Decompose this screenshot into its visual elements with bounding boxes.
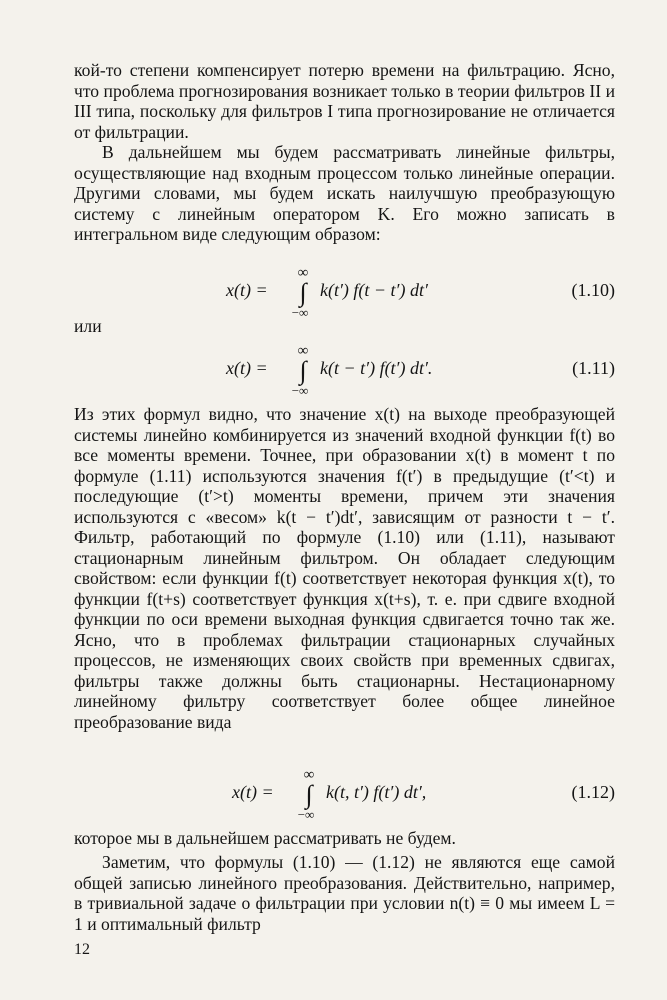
paragraph-1: кой-то степени компенсирует потерю времени на фильтрацию. Ясно, что проблема прогнозирования возникает только в теории фильтров II и III типа, поскольку для фильтров I типа прогнозирование не отличается от фильтрации. bbox=[74, 60, 615, 142]
integral-sign bbox=[292, 266, 314, 319]
equation-lhs: x(t) = bbox=[226, 358, 268, 378]
equation-integrand: k(t′) f(t − t′) dt′ bbox=[320, 280, 428, 300]
integral-lower-limit: −∞ bbox=[291, 305, 309, 320]
word-ili: или bbox=[74, 316, 102, 336]
paragraph-5: Заметим, что формулы (1.10) — (1.12) не являются еще самой общей записью линейного преобразования. Действительно, например, в тривиальной задаче о фильтрации при условии n(t) ≡ 0 мы имеем L = 1 и оптимальный фильтр bbox=[74, 852, 615, 934]
integral-sign bbox=[292, 344, 314, 397]
integral-lower-limit: −∞ bbox=[297, 807, 315, 822]
integral-upper-limit: ∞ bbox=[303, 767, 315, 783]
equation-integrand: k(t − t′) f(t′) dt′. bbox=[320, 358, 433, 378]
equation-1-10 bbox=[74, 258, 615, 324]
integral-symbol: ∫ bbox=[305, 780, 313, 809]
paragraph-4: которое мы в дальнейшем рассматривать не будем. bbox=[74, 828, 456, 848]
equation-lhs: x(t) = bbox=[232, 782, 274, 802]
integral-sign bbox=[298, 768, 320, 821]
equation-number: (1.12) bbox=[571, 782, 615, 802]
equation-lhs: x(t) = bbox=[226, 280, 268, 300]
equation-integrand: k(t, t′) f(t′) dt′, bbox=[326, 782, 427, 802]
integral-symbol: ∫ bbox=[299, 356, 307, 385]
equation-number: (1.11) bbox=[572, 358, 615, 378]
integral-symbol: ∫ bbox=[299, 278, 307, 307]
integral-lower-limit: −∞ bbox=[291, 383, 309, 398]
equation-1-11 bbox=[74, 336, 615, 402]
integral-upper-limit: ∞ bbox=[297, 343, 309, 359]
equation-1-12 bbox=[74, 760, 615, 826]
paragraph-2: В дальнейшем мы будем рассматривать линейные фильтры, осуществляющие над входным процессом только линейные операции. Другими словами, мы будем искать наилучшую преобразующую систему с линейным оператором K. Его можно записать в интегральном виде следующим образом: bbox=[74, 142, 615, 244]
page-number: 12 bbox=[74, 941, 90, 958]
paragraph-3: Из этих формул видно, что значение x(t) на выходе преобразующей системы линейно комбинируется из значений входной функции f(t) во все моменты времени. Точнее, при образовании x(t) в момент t по формуле (1.11) используются значения f(t′) в предыдущие (t′<t) и последующие (t′>t) моменты времени, причем эти значения используются с «весом» k(t − t′)dt′, зависящим от разности t − t′. Фильтр, работающий по формуле (1.10) или (1.11), называют стационарным линейным фильтром. Он обладает следующим свойством: если функции f(t) соответствует некоторая функция x(t), то функции f(t+s) соответствует функция x(t+s), т. е. при сдвиге входной функции по оси времени выходная функция сдвигается точно так же. Ясно, что в проблемах фильтрации стационарных случайных процессов, не изменяющих своих свойств при временных сдвигах, фильтры также должны быть стационарны. Нестационарному линейному фильтру соответствует более общее линейное преобразование вида bbox=[74, 404, 615, 732]
integral-upper-limit: ∞ bbox=[297, 265, 309, 281]
equation-number: (1.10) bbox=[571, 280, 615, 300]
